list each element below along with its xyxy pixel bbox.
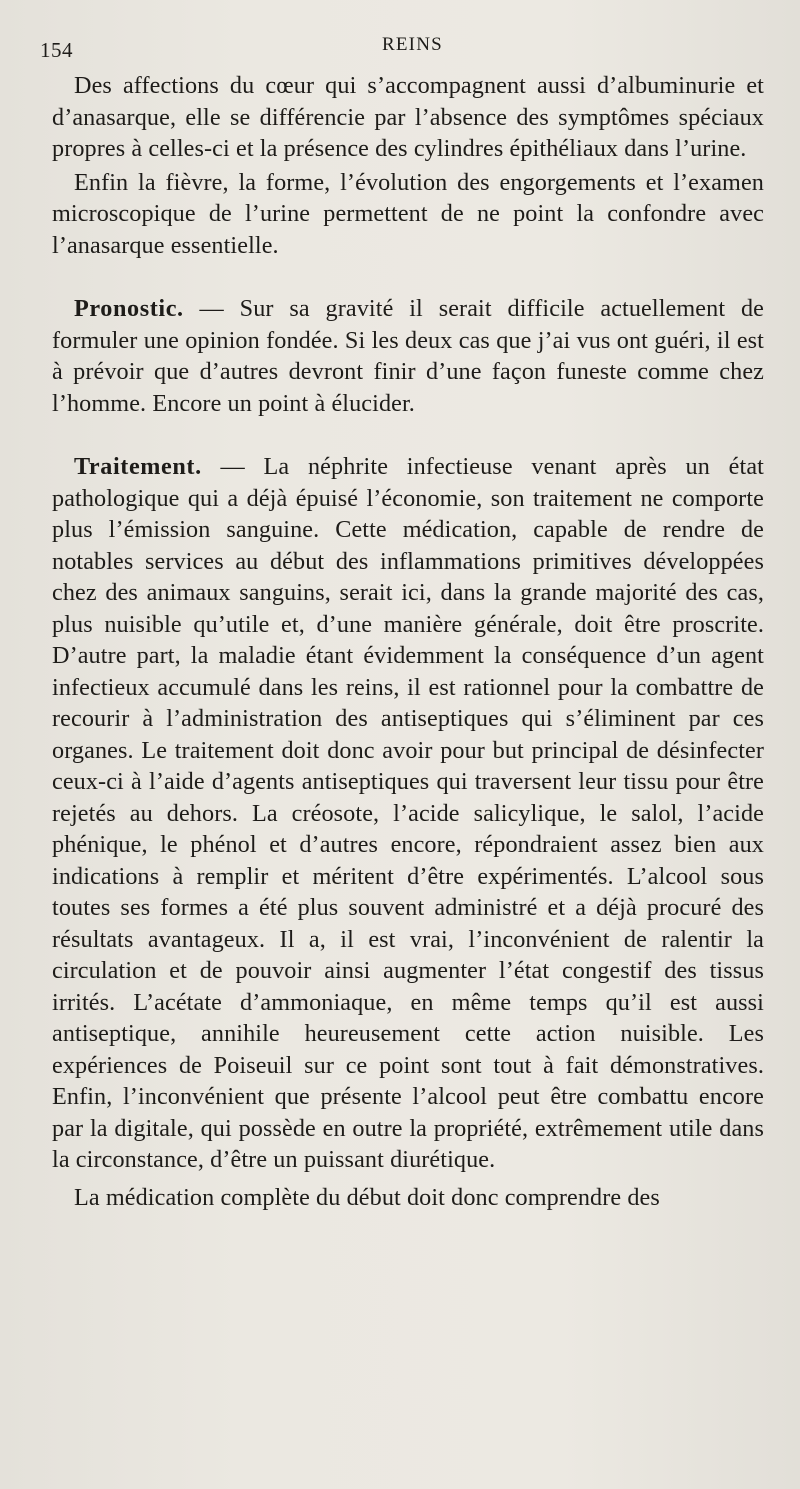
section-heading-traitement: Traitement. — [74, 453, 202, 480]
paragraph-text: — La néphrite infectieuse venant après un état pathologique qui a déjà épuisé l’économie, son traitement ne comporte plus l’émission sanguine. Cette médication, capable de rendre de notables services au début des inflammations primitives développées chez des animaux sanguins, serait ici, dans la grande majorité des cas, plus nuisible qu’utile et, d’une manière générale, doit être proscrite. D’autre part, la maladie étant évidemment la conséquence d’un agent infectieux accumulé dans les reins, il est rationnel pour la combattre de recourir à l’administration des antiseptiques qui s’éliminent par ces organes. Le traitement doit donc avoir pour but principal de désinfecter ceux-ci à l’aide d’agents antiseptiques qui traversent leur tissu pour être rejetés au dehors. La créosote, l’acide salicylique, le salol, l’acide phénique, le phénol et d’autres encore, répondraient assez bien aux indications à remplir et méritent d’être expérimentés. L’alcool sous toutes ses formes a été plus souvent administré et a déjà procuré des résultats avantageux. Il a, il est vrai, l’inconvénient de ralentir la circulation et de pouvoir ainsi augmenter l’état congestif des tissus irrités. L’acétate d’ammoniaque, en même temps qu’il est aussi antiseptique, annihile heureusement cette action nuisible. Les expériences de Poiseuil sur ce point sont tout à fait démonstratives. Enfin, l’inconvénient que présente l’alcool peut être combattu encore par la digitale, qui possède en outre la propriété, extrêmement utile dans la circonstance, d’être un puissant diurétique. — [52, 453, 764, 1173]
page-header — [0, 32, 800, 62]
paragraph-medication — [52, 1182, 764, 1214]
paragraph-traitement — [52, 451, 764, 1176]
paragraph-conclusion — [52, 167, 764, 262]
paragraph-text: Des affections du cœur qui s’accompagnent aussi d’albuminurie et d’anasarque, elle se différencie par l’absence des symptômes spéciaux propres à celles-ci et la présence des cylindres épithéliaux dans l’urine. — [52, 72, 764, 162]
section-heading-pronostic: Pronostic. — [74, 295, 184, 322]
paragraph-differential-diagnosis — [52, 70, 764, 165]
body-text — [52, 70, 764, 1213]
page-number: 154 — [40, 38, 73, 62]
running-head: REINS — [382, 34, 443, 55]
paragraph-text: La médication complète du début doit donc comprendre des — [74, 1183, 660, 1211]
paragraph-text: — Sur sa gravité il serait difficile actuellement de formuler une opinion fondée. Si les deux cas que j’ai vus ont guéri, il est à prévoir que d’autres devront finir d’une façon funeste comme chez l’homme. Encore un point à élucider. — [52, 295, 764, 417]
paragraph-text: Enfin la fièvre, la forme, l’évolution des engorgements et l’examen microscopique de l’urine permettent de ne point la confondre avec l’anasarque essentielle. — [52, 168, 764, 259]
paragraph-pronostic — [52, 293, 764, 419]
